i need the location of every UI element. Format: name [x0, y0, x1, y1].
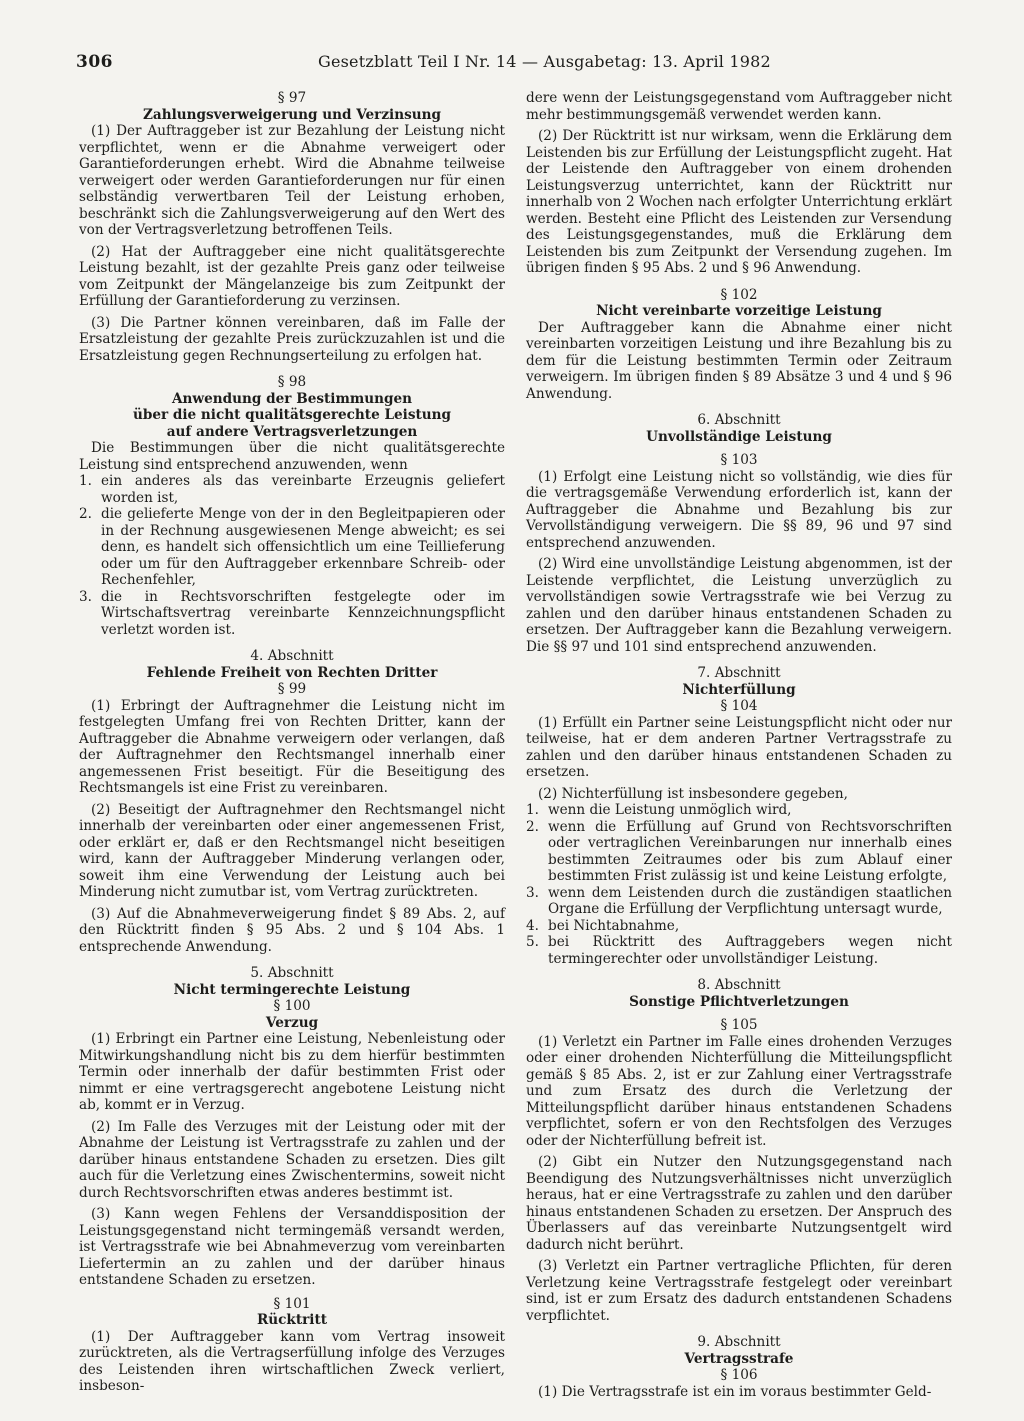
paragraph: (2) Hat der Auftraggeber eine nicht qualitätsgerechte Leistung bezahlt, ist der gezahlte Preis ganz oder teilweise vom Zeitpunkt der Mängelanzeige bis zum Zeitpunkt der Erfüllung der Garantieforderung zu verzinsen.: [79, 243, 505, 309]
section-title-100: Verzug: [265, 1014, 319, 1031]
numbered-list: [79, 473, 505, 638]
paragraph: (3) Kann wegen Fehlens der Versanddisposition der Leistungsgegenstand nicht termingemäß versandt werden, ist Vertragsstrafe wie bei Abnahmeverzug vom vereinbarten Liefertermin an zu zahlen und der darüber hinaus entstandene Schaden zu ersetzen.: [79, 1206, 505, 1288]
list-item: 5. bei Rücktritt des Auftraggebers wegen nicht termingerechter oder unvollständiger Leistung.: [526, 934, 952, 967]
chapter-title-6: Unvollständige Leistung: [646, 428, 832, 445]
paragraph: (1) Erfolgt eine Leistung nicht so vollständig, wie dies für die vertragsgemäße Verwendung erforderlich ist, kann der Auftraggeber die Abnahme und Bezahlung bis zur Vervollständigung verweigern. Die §§ 89, 96 und 97 sind entsprechend anzuwenden.: [526, 468, 952, 551]
chapter-label-9: 9. Abschnitt: [697, 1334, 781, 1350]
paragraph: (2) Beseitigt der Auftragnehmer den Rechtsmangel nicht innerhalb der vereinbarten oder einer angemessenen Frist, oder erklärt er, daß er den Rechtsmangel nicht beseitigen wird, kann der Auftraggeber Minderung verlangen oder, soweit ihm eine Verwendung der Leistung auch bei Minderung nicht zumutbar ist, vom Vertrag zurücktreten.: [79, 801, 505, 900]
section-number-106: § 106: [720, 1367, 758, 1383]
section-number-99: § 99: [277, 681, 307, 697]
paragraph: (3) Verletzt ein Partner vertragliche Pflichten, für deren Verletzung keine Vertragsstrafe festgelegt oder vereinbart sind, ist er zum Ersatz des dadurch entstandenen Schadens verpflichtet.: [526, 1258, 952, 1324]
section-title-97: Zahlungsverweigerung und Verzinsung: [142, 106, 442, 123]
section-title-98-line2: über die nicht qualitätsgerechte Leistung: [132, 407, 452, 423]
chapter-title-7: Nichterfüllung: [682, 681, 796, 698]
section-number-102: § 102: [720, 286, 758, 303]
paragraph: (3) Auf die Abnahmeverweigerung findet § 89 Abs. 2, auf den Rücktritt finden § 95 Abs. 2 und § 104 Abs. 1 entsprechende Anwendung.: [79, 905, 505, 955]
right-column: [526, 90, 952, 1400]
running-title: Gesetzblatt Teil I Nr. 14 — Ausgabetag: 13. April 1982: [318, 52, 771, 71]
paragraph: (2) Nichterfüllung ist insbesondere gegeben,: [538, 785, 848, 802]
paragraph: Der Auftraggeber kann die Abnahme einer nicht vereinbarten vorzeitigen Leistung und ihre Bezahlung bis zu dem für die Leistung bestimmten Termin oder Zeitraum verweigern. Im übrigen finden § 89 Absätze 3 und 4 und § 96 Anwendung.: [526, 319, 952, 402]
paragraph: (1) Der Auftraggeber kann vom Vertrag insoweit zurücktreten, als die Vertragserfüllung infolge des Verzuges des Leistenden ihren wirtschaftlichen Zweck verliert, insbeson-: [79, 1328, 505, 1394]
section-number-104: § 104: [720, 698, 758, 714]
paragraph: (1) Die Vertragsstrafe ist ein im voraus bestimmter Geld-: [538, 1383, 932, 1400]
list-item: 4. bei Nichtabnahme,: [526, 917, 680, 934]
chapter-title-4: Fehlende Freiheit von Rechten Dritter: [146, 664, 438, 681]
paragraph: (2) Der Rücktritt ist nur wirksam, wenn die Erklärung dem Leistenden bis zur Erfüllung der Leistungspflicht zugeht. Hat der Leistende den Auftraggeber von einem drohenden Leistungsverzug unterrichtet, kann der Rücktritt nur innerhalb von 2 Wochen nach erfolgter Unterrichtung erklärt werden. Besteht eine Pflicht des Leistenden zur Versendung des Leistungsgegenstandes, muß die Erklärung dem Leistenden bis zum Zeitpunkt der Versendung zugehen. Im übrigen finden § 95 Abs. 2 und § 96 Anwendung.: [526, 128, 952, 276]
paragraph: (3) Die Partner können vereinbaren, daß im Falle der Ersatzleistung der gezahlte Preis zurückzuzahlen ist und die Ersatzleistung gegen Rechnungserteilung zu erfolgen hat.: [79, 314, 505, 364]
paragraph: (1) Erfüllt ein Partner seine Leistungspflicht nicht oder nur teilweise, hat er dem anderen Partner Vertragsstrafe zu zahlen und den darüber hinaus entstandenen Schaden zu ersetzen.: [526, 714, 952, 780]
paragraph: (1) Der Auftraggeber ist zur Bezahlung der Leistung nicht verpflichtet, wenn er die Abnahme verweigert oder Garantieforderungen erhebt. Wird die Abnahme teilweise verweigert oder werden Garantieforderungen nur für einen selbständig verwertbaren Teil der Leistung erhoben, beschränkt sich die Zahlungsverweigerung auf den Wert des von der Vertragsverletzung betroffenen Teils.: [79, 123, 505, 238]
section-number-97: § 97: [277, 90, 307, 106]
chapter-label-4: 4. Abschnitt: [250, 648, 334, 664]
chapter-label-5: 5. Abschnitt: [250, 965, 334, 981]
chapter-title-5: Nicht termingerechte Leistung: [173, 981, 411, 998]
chapter-title-8: Sonstige Pflichtverletzungen: [629, 993, 849, 1010]
section-title-102: Nicht vereinbarte vorzeitige Leistung: [596, 303, 882, 319]
chapter-label-8: 8. Abschnitt: [697, 977, 781, 993]
section-number-105: § 105: [720, 1017, 758, 1033]
paragraph: (2) Im Falle des Verzuges mit der Leistung oder mit der Abnahme der Leistung ist Vertragsstrafe zu zahlen und der darüber hinaus entstandene Schaden zu ersetzen. Dies gilt auch für die Verletzung eines Zwischentermins, soweit nicht durch Rechtsvorschriften etwas anderes bestimmt ist.: [79, 1118, 505, 1201]
section-title-98-line3: auf andere Vertragsverletzungen: [166, 423, 418, 440]
paragraph: (1) Erbringt der Auftragnehmer die Leistung nicht im festgelegten Umfang frei von Rechten Dritter, kann der Auftraggeber die Abnahme verweigern oder verlangen, daß der Auftragnehmer den Rechtsmangel innerhalb einer angemessenen Frist beseitigt. Für die Beseitigung des Rechtsmangels ist eine Frist zu vereinbaren.: [79, 697, 505, 796]
paragraph: (1) Verletzt ein Partner im Falle eines drohenden Verzuges oder einer drohenden Nichterfüllung die Mitteilungspflicht gemäß § 85 Abs. 2, ist er zur Zahlung einer Vertragsstrafe und zum Ersatz des durch die Verletzung der Mitteilungspflicht darüber hinaus entstandenen Schadens verpflichtet, sofern er von den Rechtsfolgen des Verzuges oder der Nichterfüllung befreit ist.: [526, 1033, 952, 1149]
list-item: 2. die gelieferte Menge von der in den Begleitpapieren oder in der Rechnung ausgewiesenen Menge abweicht; es sei denn, es handelt sich offensichtlich um eine Teillieferung oder um für den Auftraggeber erkennbare Schreib- oder Rechenfehler,: [79, 506, 505, 588]
list-item: 3. die in Rechtsvorschriften festgelegte oder im Wirtschaftsvertrag vereinbarte Kennzeichnungspflicht verletzt worden ist.: [79, 588, 505, 638]
paragraph: Die Bestimmungen über die nicht qualitätsgerechte Leistung sind entsprechend anzuwenden, wenn: [79, 440, 505, 473]
page-number: 306: [76, 52, 113, 72]
section-number-103: § 103: [720, 452, 758, 468]
left-column: [79, 90, 505, 1395]
paragraph: (2) Wird eine unvollständige Leistung abgenommen, ist der Leistende verpflichtet, die Leistung unverzüglich zu vervollständigen sowie Vertragsstrafe wie bei Verzug zu zahlen und den darüber hinaus entstandenen Schaden zu ersetzen. Der Auftraggeber kann die Bezahlung verweigern. Die §§ 97 und 101 sind entsprechend anzuwenden.: [526, 556, 952, 655]
section-number-98: § 98: [277, 374, 307, 390]
section-number-100: § 100: [273, 998, 311, 1014]
chapter-label-7: 7. Abschnitt: [697, 665, 781, 681]
chapter-label-6: 6. Abschnitt: [697, 412, 781, 428]
section-title-98-line1: Anwendung der Bestimmungen: [171, 390, 413, 407]
section-title-101: Rücktritt: [256, 1312, 328, 1328]
list-item: 1. wenn die Leistung unmöglich wird,: [526, 802, 792, 818]
paragraph: dere wenn der Leistungsgegenstand vom Auftraggeber nicht mehr bestimmungsgemäß verwendet werden kann.: [526, 90, 952, 123]
section-number-101: § 101: [273, 1295, 311, 1312]
list-item: 2. wenn die Erfüllung auf Grund von Rechtsvorschriften oder vertraglichen Vereinbarungen nur innerhalb eines bestimmten Zeitraumes oder bis zum Ablauf einer bestimmten Frist zulässig ist und keine Leistung erfolgte,: [526, 818, 952, 884]
paragraph: (1) Erbringt ein Partner eine Leistung, Nebenleistung oder Mitwirkungshandlung nicht bis zu dem hierfür bestimmten Termin oder innerhalb der dafür bestimmten Frist oder nimmt er eine vertragsgerecht angebotene Leistung nicht ab, kommt er in Verzug.: [79, 1031, 505, 1113]
numbered-list: [526, 802, 952, 967]
paragraph: (2) Gibt ein Nutzer den Nutzungsgegenstand nach Beendigung des Nutzungsverhältnisses nicht unverzüglich heraus, hat er eine Vertragsstrafe zu zahlen und den darüber hinaus entstandenen Schaden zu ersetzen. Der Anspruch des Überlassers auf das vereinbarte Nutzungsentgelt wird dadurch nicht berührt.: [526, 1154, 952, 1253]
list-item: 3. wenn dem Leistenden durch die zuständigen staatlichen Organe die Erfüllung der Verpflichtung untersagt wurde,: [526, 884, 952, 917]
chapter-title-9: Vertragsstrafe: [684, 1350, 794, 1367]
list-item: 1. ein anderes als das vereinbarte Erzeugnis geliefert worden ist,: [79, 473, 505, 506]
